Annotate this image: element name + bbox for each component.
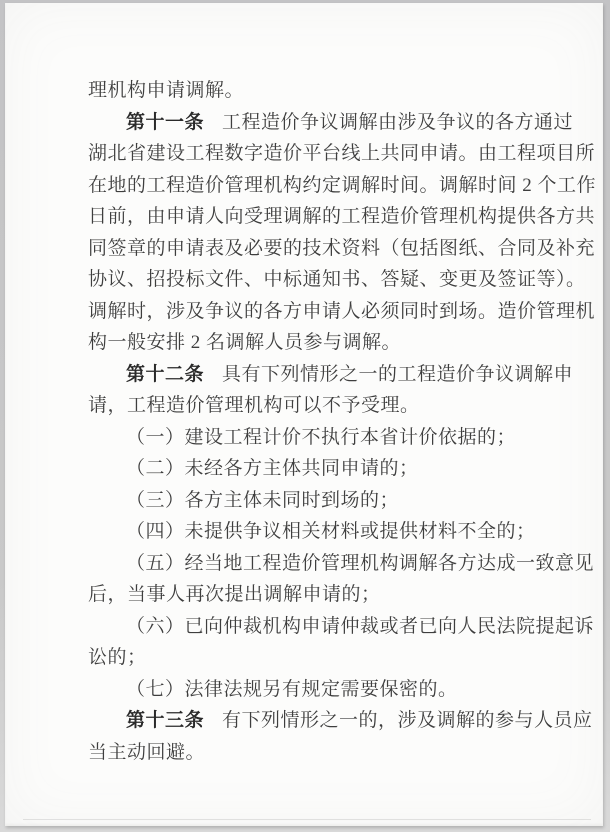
line-text: （二）未经各方主体共同申请的； bbox=[126, 458, 419, 479]
line-text: （五）经当地工程造价管理机构调解各方达成一致意见 bbox=[126, 552, 595, 574]
document-line bbox=[88, 201, 596, 233]
document-line bbox=[88, 485, 564, 517]
line-text: （六）已向仲裁机构申请仲裁或者已向人民法院提起诉 bbox=[126, 615, 595, 637]
article-number: 第十一条 bbox=[126, 111, 205, 133]
document-line bbox=[88, 107, 574, 139]
document-page bbox=[5, 3, 603, 826]
document-line bbox=[88, 327, 564, 359]
line-text: （三）各方主体未同时到场的； bbox=[126, 489, 400, 511]
line-text: （七）法律法规另有规定需要保密的。 bbox=[126, 678, 458, 700]
line-text: 同签章的申请表及必要的技术资料（包括图纸、合同及补充 bbox=[88, 237, 596, 259]
document-line bbox=[88, 674, 564, 706]
line-text: 有下列情形之一的，涉及调解的参与人员应 bbox=[222, 710, 593, 731]
document-line bbox=[88, 170, 597, 202]
article-number: 第十二条 bbox=[126, 363, 205, 385]
document-text bbox=[88, 75, 597, 768]
line-text: 请，工程造价管理机构可以不予受理。 bbox=[88, 395, 420, 416]
document-line bbox=[88, 422, 564, 454]
line-text: 后，当事人再次提出调解申请的； bbox=[88, 584, 381, 605]
line-text: 理机构申请调解。 bbox=[88, 80, 245, 101]
document-line bbox=[88, 737, 564, 769]
line-text: （一）建设工程计价不执行本省计价依据的； bbox=[126, 426, 517, 448]
document-line bbox=[88, 264, 586, 296]
document-line bbox=[88, 611, 595, 643]
line-text: 工程造价争议调解由涉及争议的各方通过 bbox=[222, 111, 574, 133]
line-text: 当主动回避。 bbox=[88, 741, 206, 763]
line-text: 协议、招投标文件、中标通知书、答疑、变更及签证等）。 bbox=[88, 269, 586, 290]
line-text: （四）未提供争议相关材料或提供材料不全的； bbox=[126, 521, 536, 542]
line-text: 具有下列情形之一的工程造价争议调解申 bbox=[222, 363, 574, 385]
line-text: 调解时，涉及争议的各方申请人必须同时到场。造价管理机 bbox=[88, 300, 596, 322]
document-line bbox=[88, 516, 564, 548]
document-line bbox=[88, 390, 564, 422]
line-text: 日前，由申请人向受理调解的工程造价管理机构提供各方共 bbox=[88, 206, 596, 227]
document-line bbox=[88, 233, 596, 265]
article-number: 第十三条 bbox=[126, 710, 205, 731]
document-line bbox=[88, 296, 596, 328]
line-text: 湖北省建设工程数字造价平台线上共同申请。由工程项目所 bbox=[88, 143, 596, 164]
document-line bbox=[88, 359, 574, 391]
document-line bbox=[88, 642, 564, 674]
line-text: 讼的； bbox=[88, 647, 147, 668]
document-line bbox=[88, 138, 596, 170]
document-line bbox=[88, 453, 564, 485]
line-text: 在地的工程造价管理机构约定调解时间。调解时间 2 个工作 bbox=[88, 174, 597, 196]
document-line bbox=[88, 548, 595, 580]
document-line bbox=[88, 75, 564, 107]
document-line bbox=[88, 705, 593, 737]
page-edge-shadow bbox=[23, 819, 591, 820]
document-line bbox=[88, 579, 564, 611]
line-text: 构一般安排 2 名调解人员参与调解。 bbox=[88, 332, 402, 353]
